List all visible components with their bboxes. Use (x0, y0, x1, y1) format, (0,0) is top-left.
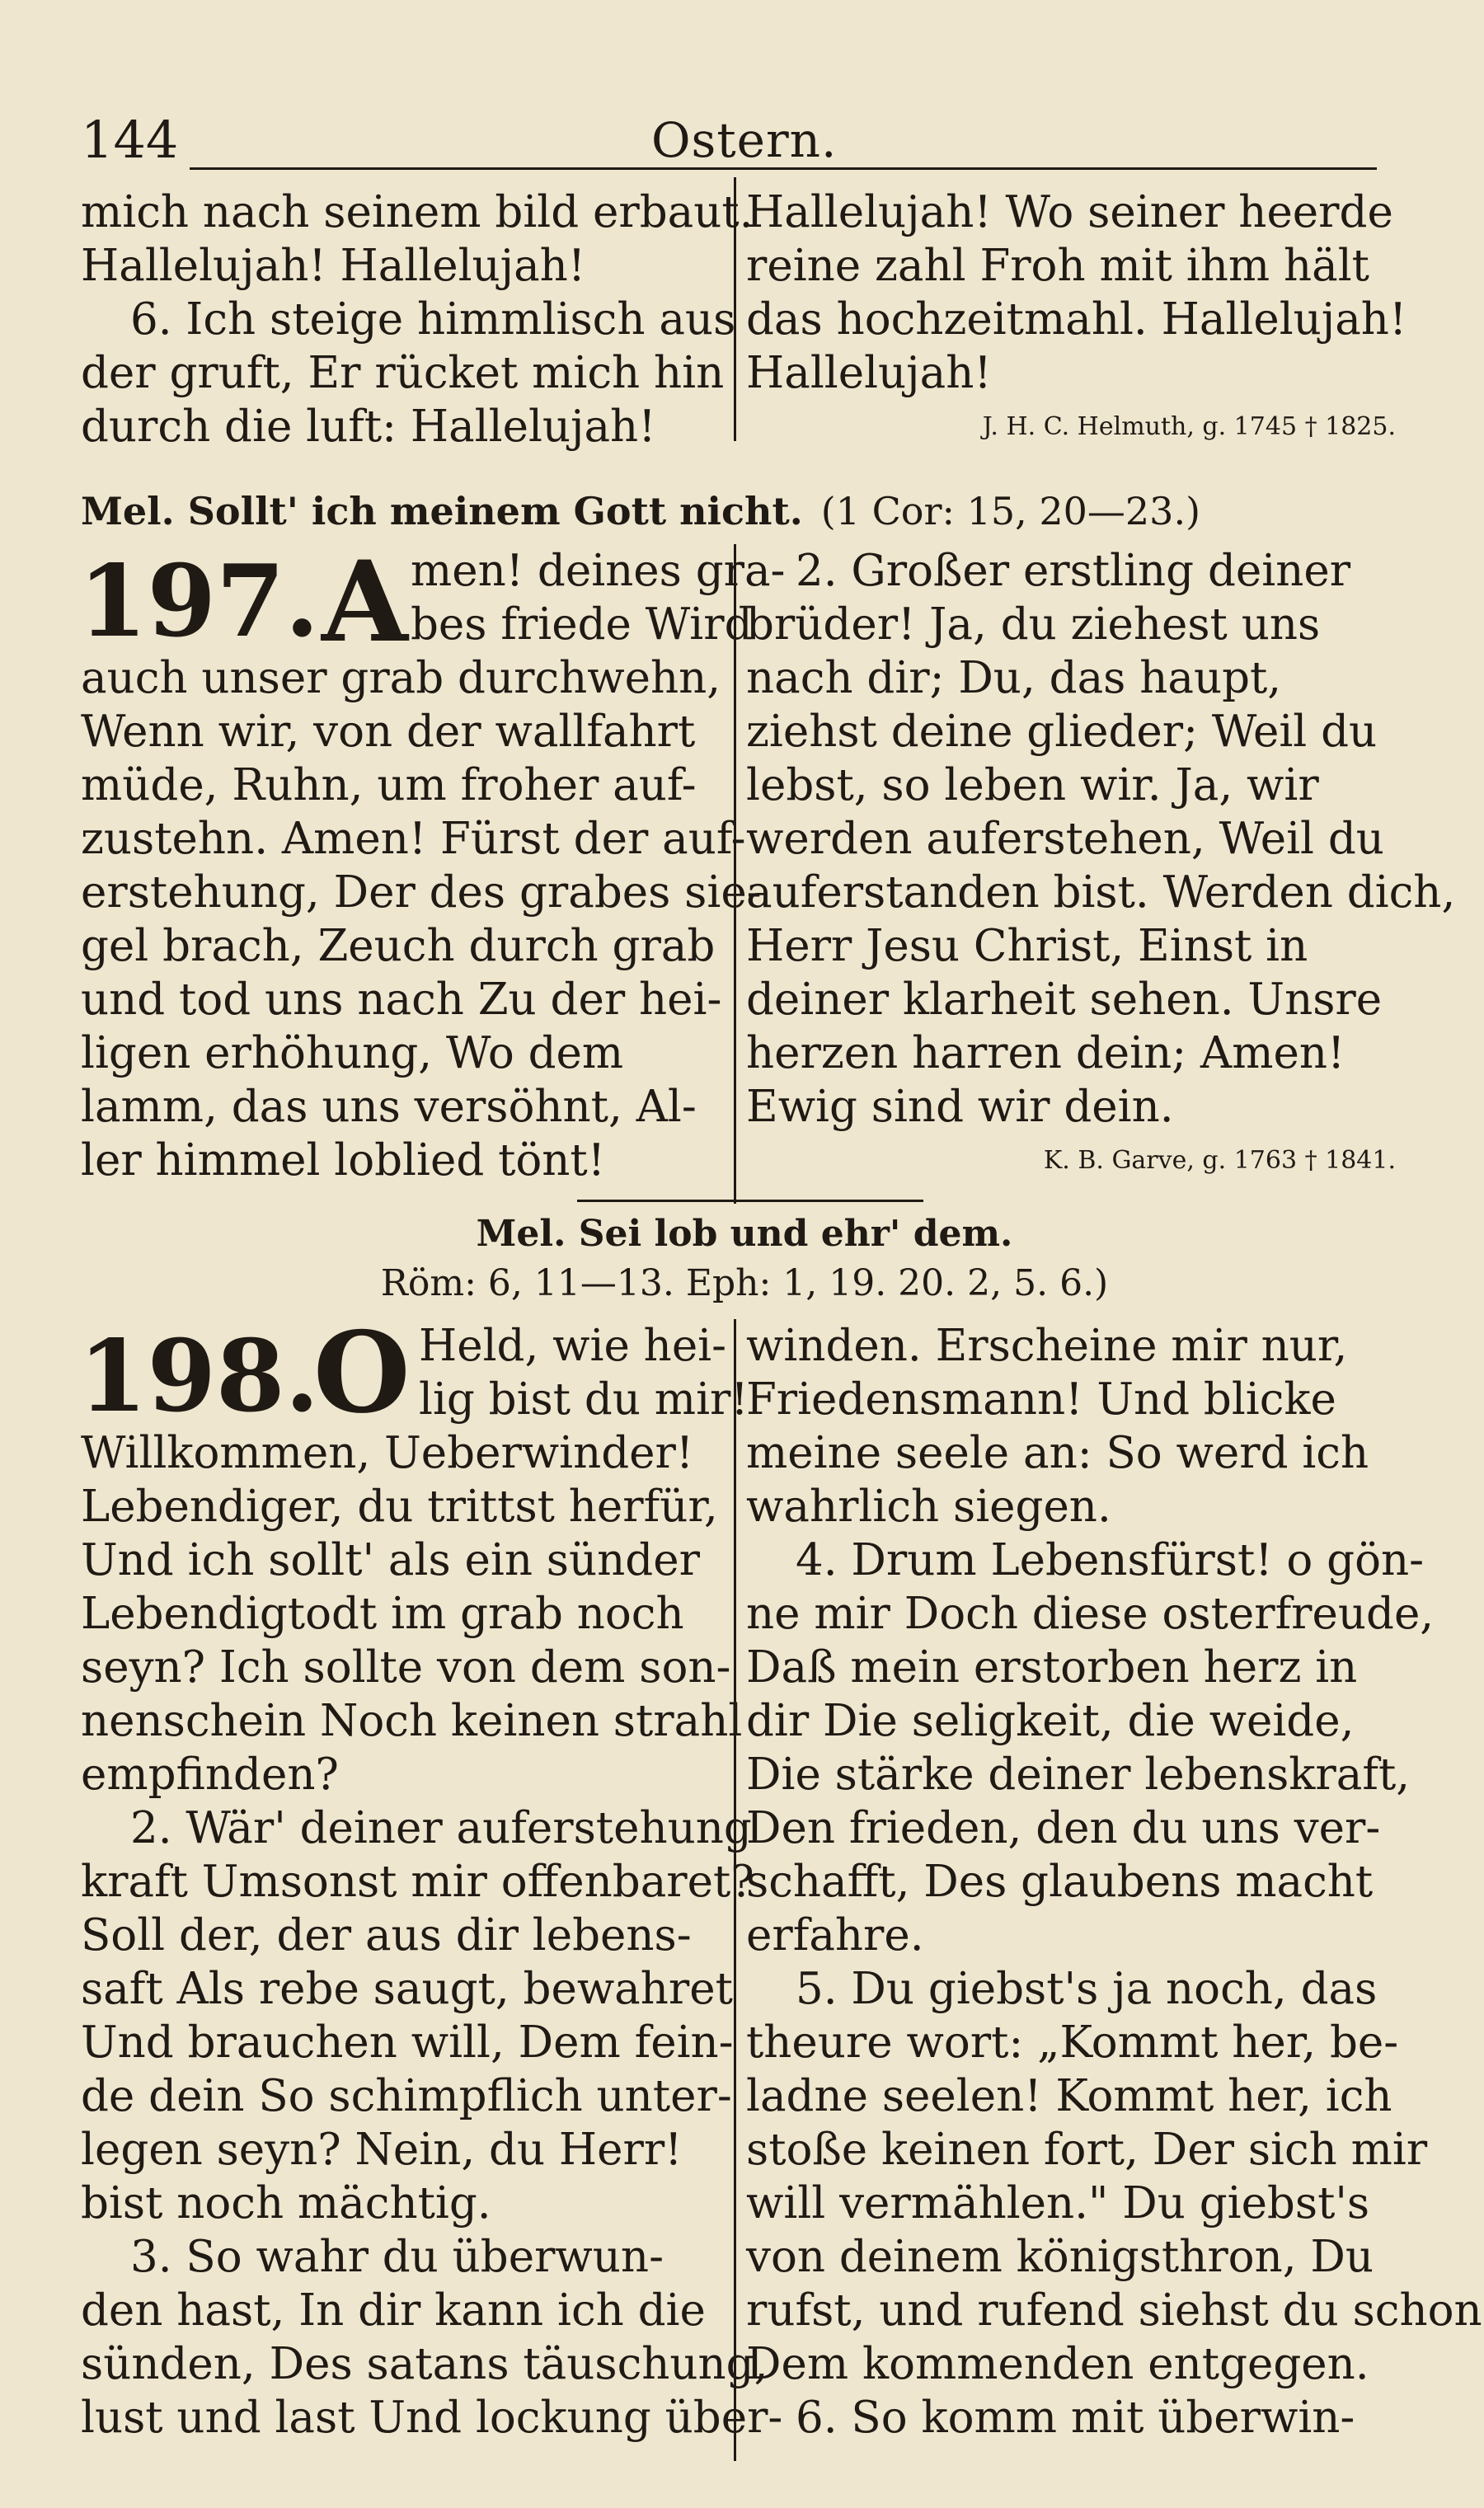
page-number: 144 (81, 110, 179, 170)
running-title: Ostern. (651, 112, 838, 168)
text-line: brüder! Ja, du ziehest uns (746, 599, 1321, 650)
scripture-reference-198: Röm: 6, 11—13. Eph: 1, 19. 20. 2, 5. 6.) (380, 1262, 1109, 1304)
text-line: 6. So komm mit überwin- (796, 2393, 1355, 2443)
text-line: 4. Drum Lebensfürst! o gön- (796, 1535, 1425, 1585)
text-line: 5. Du giebst's ja noch, das (796, 1964, 1378, 2014)
text-line: erstehung, Der des grabes sie- (81, 867, 762, 918)
text-line: Lebendiger, du trittst herfür, (81, 1482, 718, 1532)
text-line: wahrlich siegen. (746, 1482, 1111, 1532)
text-line: men! deines gra- (411, 546, 786, 596)
text-line: Daß mein erstorben herz in (746, 1642, 1358, 1693)
text-line: schafft, Des glaubens macht (746, 1857, 1374, 1907)
text-line: 3. So wahr du überwun- (130, 2232, 664, 2282)
dropcap-197: A (322, 536, 408, 667)
text-line: deiner klarheit sehen. Unsre (746, 975, 1383, 1025)
text-line: Und brauchen will, Dem fein- (81, 2017, 734, 2068)
melody-title: Mel. Sollt' ich meinem Gott nicht. (81, 489, 803, 533)
text-line: Soll der, der aus dir lebens- (81, 1910, 692, 1961)
text-line: lust und last Und lockung über- (81, 2393, 783, 2443)
text-line: Hallelujah! Hallelujah! (81, 241, 586, 291)
dropcap-198: O (313, 1307, 411, 1438)
text-line: 2. Wär' deiner auferstehung (130, 1803, 752, 1853)
text-line: bist noch mächtig. (81, 2178, 491, 2229)
text-line: stoße keinen fort, Der sich mir (746, 2125, 1428, 2175)
text-line: Wenn wir, von der wallfahrt (81, 707, 696, 757)
text-line: den hast, In dir kann ich die (81, 2285, 706, 2336)
hymn198-left-column (81, 1307, 783, 2445)
top-left-column (81, 186, 754, 453)
text-line: Den frieden, den du uns ver- (746, 1803, 1381, 1853)
text-line: seyn? Ich sollte von dem son- (81, 1642, 731, 1693)
text-line: werden auferstehen, Weil du (746, 814, 1384, 864)
text-line: auch unser grab durchwehn, (81, 653, 721, 703)
text-line: ne mir Doch diese osterfreude, (746, 1589, 1435, 1639)
page-header (74, 111, 1377, 169)
text-line: Die stärke deiner lebenskraft, (746, 1749, 1411, 1800)
text-line: rufst, und rufend siehst du schon (746, 2285, 1482, 2336)
text-line: auferstanden bist. Werden dich, (746, 867, 1456, 918)
text-line: 6. Ich steige himmlisch aus (130, 294, 736, 345)
author-credit: J. H. C. Helmuth, g. 1745 † 1825. (982, 412, 1396, 441)
text-line: herzen harren dein; Amen! (746, 1028, 1345, 1078)
text-line: theure wort: „Kommt her, be- (746, 2017, 1399, 2068)
header-rule (190, 167, 1377, 170)
text-line: winden. Erscheine mir nur, (746, 1321, 1348, 1371)
text-line: müde, Ruhn, um froher auf- (81, 760, 697, 810)
hymn-number-198: 198. (78, 1318, 320, 1435)
hymn197-left-column (81, 536, 786, 1187)
text-line: Hallelujah! (746, 348, 992, 398)
text-line: sünden, Des satans täuschung, (81, 2339, 768, 2389)
hymn198-right-column (746, 1319, 1482, 2445)
text-line: gel brach, Zeuch durch grab (81, 921, 716, 971)
scripture-reference: (1 Cor: 15, 20—23.) (820, 489, 1201, 533)
text-line: Held, wie hei- (419, 1321, 727, 1371)
text-line: empfinden? (81, 1749, 339, 1800)
text-line: Hallelujah! Wo seiner heerde (746, 187, 1393, 237)
text-line: de dein So schimpflich unter- (81, 2071, 732, 2121)
text-line: von deinem königsthron, Du (746, 2232, 1374, 2282)
section-divider (577, 1200, 923, 1202)
text-line: das hochzeitmahl. Hallelujah! (746, 294, 1407, 345)
text-line: meine seele an: So werd ich (746, 1428, 1369, 1478)
text-line: Und ich sollt' als ein sünder (81, 1535, 700, 1585)
melody-heading-198 (81, 1208, 1408, 1261)
hymn-number-197: 197. (78, 543, 320, 660)
text-line: legen seyn? Nein, du Herr! (81, 2125, 683, 2175)
text-line: erfahre. (746, 1910, 924, 1961)
author-credit: K. B. Garve, g. 1763 † 1841. (1043, 1146, 1396, 1175)
melody-heading-197 (81, 482, 1408, 540)
text-line: Herr Jesu Christ, Einst in (746, 921, 1308, 971)
hymn197-right-column (746, 544, 1456, 1187)
text-line: lig bist du mir! (419, 1374, 749, 1425)
text-line: 2. Großer erstling deiner (796, 546, 1351, 596)
text-line: ligen erhöhung, Wo dem (81, 1028, 624, 1078)
text-line: ler himmel loblied tönt! (81, 1135, 606, 1186)
text-line: reine zahl Froh mit ihm hält (746, 241, 1369, 291)
text-line: durch die luft: Hallelujah! (81, 402, 656, 452)
text-line: will vermählen." Du giebst's (746, 2178, 1370, 2229)
text-line: ziehst deine glieder; Weil du (746, 707, 1378, 757)
text-line: bes friede Wird (411, 599, 753, 650)
text-line: Ewig sind wir dein. (746, 1082, 1174, 1132)
text-line: Willkommen, Ueberwinder! (81, 1428, 694, 1478)
text-line: Friedensmann! Und blicke (746, 1374, 1336, 1425)
text-line: Dem kommenden entgegen. (746, 2339, 1369, 2389)
text-line: nach dir; Du, das haupt, (746, 653, 1282, 703)
text-line: saft Als rebe saugt, bewahret (81, 1964, 733, 2014)
top-right-column (746, 186, 1406, 453)
text-line: ladne seelen! Kommt her, ich (746, 2071, 1392, 2121)
text-line: der gruft, Er rücket mich hin (81, 348, 725, 398)
text-line: lebst, so leben wir. Ja, wir (746, 760, 1319, 810)
text-line: dir Die seligkeit, die weide, (746, 1696, 1355, 1746)
text-line: nenschein Noch keinen strahl (81, 1696, 743, 1746)
melody-title: Mel. Sei lob und ehr' dem. (476, 1213, 1013, 1255)
text-line: Lebendigtodt im grab noch (81, 1589, 684, 1639)
text-line: und tod uns nach Zu der hei- (81, 975, 722, 1025)
text-line: kraft Umsonst mir offenbaret? (81, 1857, 754, 1907)
text-line: lamm, das uns versöhnt, Al- (81, 1082, 697, 1132)
text-line: zustehn. Amen! Fürst der auf- (81, 814, 746, 864)
text-line: mich nach seinem bild erbaut. (81, 187, 754, 237)
